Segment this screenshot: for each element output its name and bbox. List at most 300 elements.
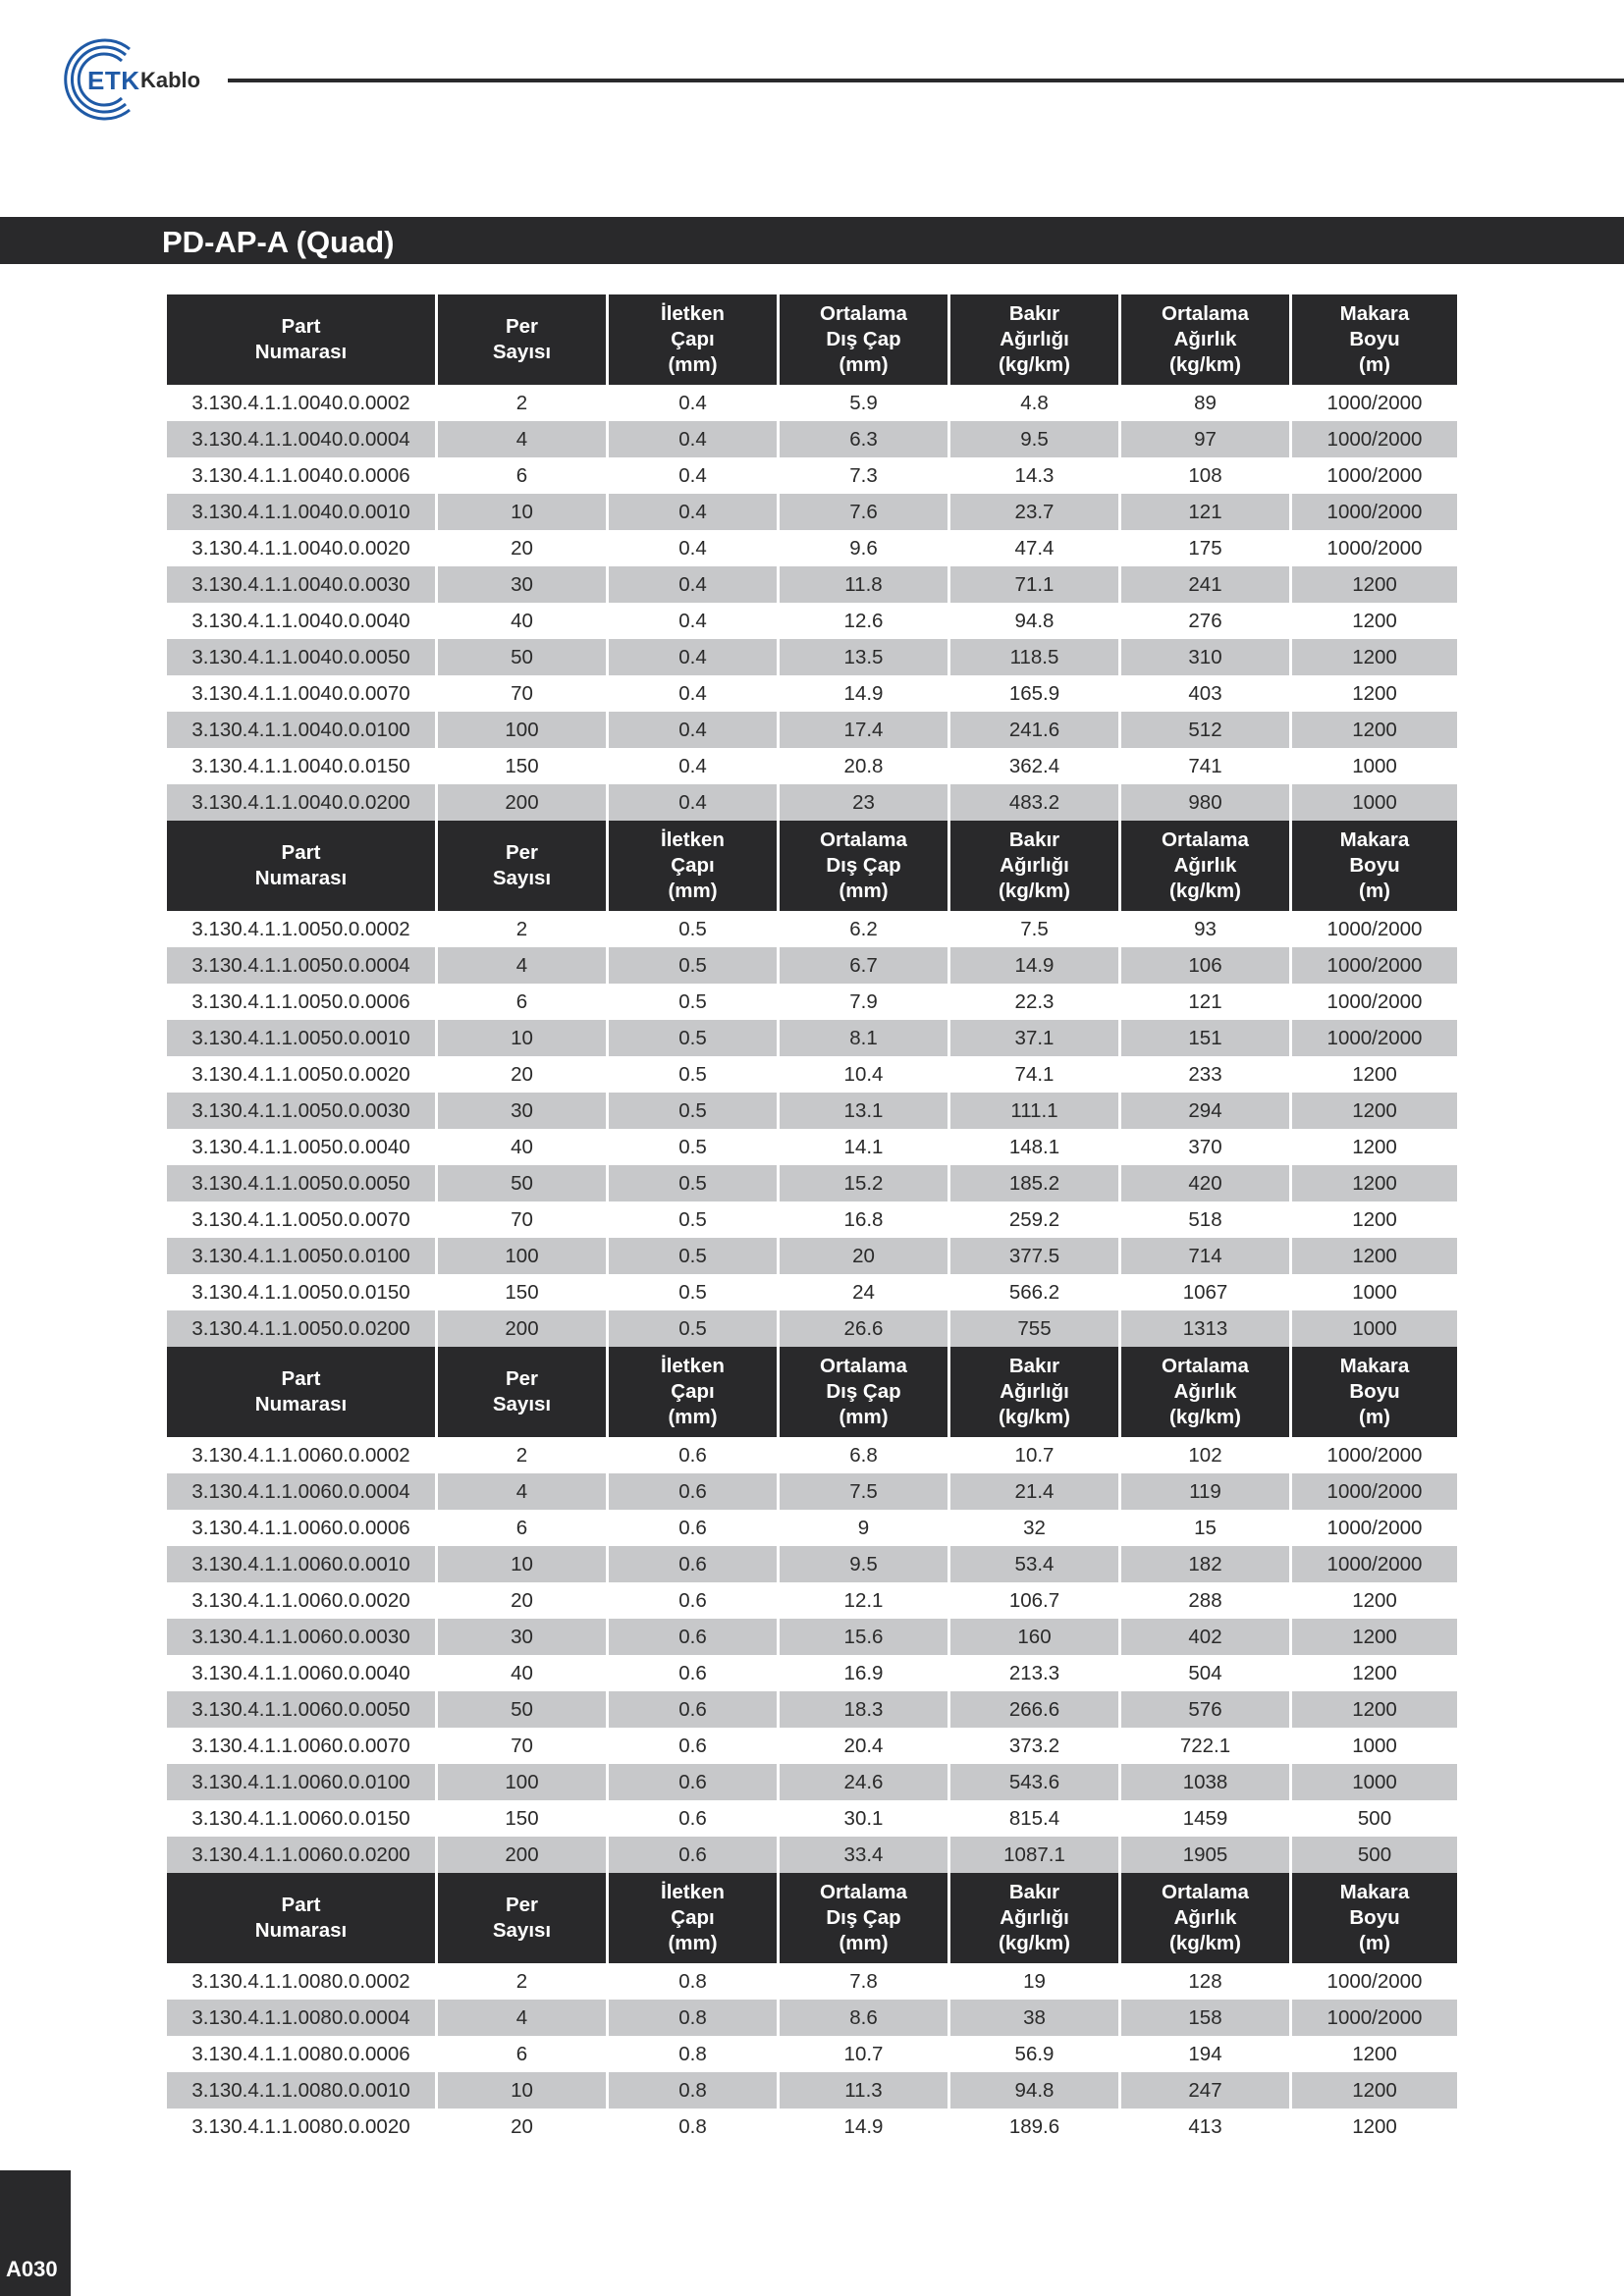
table-cell: 276 xyxy=(1121,603,1292,639)
table-row xyxy=(167,1165,1457,1201)
table-cell: 1000/2000 xyxy=(1326,463,1423,487)
table-cell: 413 xyxy=(1121,2109,1292,2145)
table-row xyxy=(167,1310,1457,1347)
table-cell: 30 xyxy=(438,1619,609,1655)
table-cell: 310 xyxy=(1121,639,1292,675)
table-cell: 10 xyxy=(438,2072,609,2109)
table-cell: 1200 xyxy=(1292,2072,1457,2109)
header-divider xyxy=(228,79,1624,82)
table-cell: 0.8 xyxy=(609,2000,780,2036)
table-cell: 33.4 xyxy=(780,1837,950,1873)
table-cell: 11.3 xyxy=(780,2072,950,2109)
column-header-line: (mm) xyxy=(668,880,718,902)
table-cell: 3.130.4.1.1.0050.0.0010 xyxy=(167,1020,438,1056)
table-cell: 7.3 xyxy=(780,457,950,494)
column-header-line: Numarası xyxy=(254,1393,348,1415)
table-cell: 89 xyxy=(1121,385,1292,421)
table-cell: 3.130.4.1.1.0050.0.0150 xyxy=(167,1274,438,1310)
table-cell: 3.130.4.1.1.0060.0.0002 xyxy=(167,1437,438,1473)
table-cell: 10.7 xyxy=(950,1437,1121,1473)
table-cell: 1200 xyxy=(1352,681,1397,705)
table-cell: 0.8 xyxy=(609,2072,780,2109)
table-cell: 0.5 xyxy=(609,984,780,1020)
table-cell: 3.130.4.1.1.0060.0.0030 xyxy=(167,1619,438,1655)
table-cell: 3.130.4.1.1.0050.0.0040 xyxy=(167,1129,438,1165)
table-cell: 1200 xyxy=(1352,1588,1397,1612)
table-cell: 6.2 xyxy=(780,911,950,947)
table-cell: 94.8 xyxy=(950,603,1121,639)
table-cell: 0.5 xyxy=(609,947,780,984)
table-cell: 7.5 xyxy=(950,911,1121,947)
table-cell: 4 xyxy=(438,421,609,457)
column-header-line: Ortalama xyxy=(820,1881,907,1903)
table-cell: 7.8 xyxy=(780,1963,950,2000)
table-cell: 741 xyxy=(1121,748,1292,784)
table-cell: 1200 xyxy=(1352,1661,1397,1684)
table-cell: 70 xyxy=(438,1201,609,1238)
column-header-line: (mm) xyxy=(839,1406,889,1428)
table-cell: 1000/2000 xyxy=(1292,2000,1457,2036)
column-header xyxy=(609,1347,780,1437)
table-header-row xyxy=(167,1347,1457,1437)
table-cell: 3.130.4.1.1.0050.0.0006 xyxy=(167,984,438,1020)
table-cell: 15.2 xyxy=(780,1165,950,1201)
table-row xyxy=(167,1473,1457,1510)
table-row xyxy=(167,1129,1457,1165)
table-row xyxy=(167,1655,1457,1691)
column-header-line: Makara xyxy=(1339,1881,1410,1903)
column-header-line: Ağırlığı xyxy=(1000,328,1069,350)
table-cell: 3.130.4.1.1.0060.0.0050 xyxy=(167,1691,438,1728)
table-cell: 13.5 xyxy=(780,639,950,675)
table-cell: 288 xyxy=(1121,1582,1292,1619)
table-cell: 8.6 xyxy=(780,2000,950,2036)
table-cell: 3.130.4.1.1.0050.0.0002 xyxy=(167,911,438,947)
table-cell: 0.5 xyxy=(609,1093,780,1129)
column-header-line: Çapı xyxy=(671,328,715,350)
table-cell: 0.4 xyxy=(609,675,780,712)
table-cell: 0.8 xyxy=(609,2036,780,2072)
column-header-line: Sayısı xyxy=(492,1393,552,1415)
table-cell: 0.6 xyxy=(609,1800,780,1837)
table-cell: 38 xyxy=(950,2000,1121,2036)
table-row xyxy=(167,1093,1457,1129)
column-header-line: Ağırlık xyxy=(1173,1906,1237,1929)
table-row xyxy=(167,784,1457,821)
table-cell: 0.4 xyxy=(609,566,780,603)
table-cell: 6 xyxy=(438,984,609,1020)
table-cell: 0.6 xyxy=(609,1473,780,1510)
table-cell: 20.8 xyxy=(780,748,950,784)
table-row xyxy=(167,566,1457,603)
table-cell: 3.130.4.1.1.0080.0.0002 xyxy=(167,1963,438,2000)
spec-table-wrapper xyxy=(167,294,1457,2145)
column-header-line: Ortalama xyxy=(820,302,907,325)
table-row xyxy=(167,2000,1457,2036)
table-cell: 20 xyxy=(438,530,609,566)
table-cell: 3.130.4.1.1.0080.0.0010 xyxy=(167,2072,438,2109)
table-header-row xyxy=(167,1873,1457,1963)
column-header xyxy=(780,1873,950,1963)
table-cell: 518 xyxy=(1121,1201,1292,1238)
logo-name-text: Kablo xyxy=(140,68,201,92)
table-row xyxy=(167,1546,1457,1582)
table-cell: 1000 xyxy=(1352,754,1397,777)
table-cell: 1200 xyxy=(1352,1207,1397,1231)
table-cell: 128 xyxy=(1121,1963,1292,2000)
table-cell: 1000 xyxy=(1352,1280,1397,1304)
table-cell: 121 xyxy=(1121,494,1292,530)
table-cell: 13.1 xyxy=(780,1093,950,1129)
table-cell: 23 xyxy=(780,784,950,821)
table-cell: 12.1 xyxy=(780,1582,950,1619)
table-cell: 1000/2000 xyxy=(1292,1546,1457,1582)
table-cell: 373.2 xyxy=(950,1728,1121,1764)
column-header-line: Ortalama xyxy=(1162,1881,1249,1903)
column-header-line: Ağırlığı xyxy=(1000,854,1069,877)
column-header-line: Makara xyxy=(1339,1355,1410,1377)
table-cell: 1200 xyxy=(1292,1619,1457,1655)
table-cell: 14.9 xyxy=(780,2109,950,2145)
table-cell: 1200 xyxy=(1292,1238,1457,1274)
table-row xyxy=(167,494,1457,530)
column-header xyxy=(609,1873,780,1963)
column-header xyxy=(780,821,950,911)
column-header-line: Ağırlık xyxy=(1173,328,1237,350)
table-row xyxy=(167,1963,1457,2000)
table-cell: 0.4 xyxy=(609,421,780,457)
table-cell: 20 xyxy=(438,1056,609,1093)
table-cell: 1000/2000 xyxy=(1292,1020,1457,1056)
table-row xyxy=(167,675,1457,712)
table-header-row xyxy=(167,821,1457,911)
table-row xyxy=(167,712,1457,748)
table-cell: 1200 xyxy=(1292,712,1457,748)
table-cell: 1000/2000 xyxy=(1326,989,1423,1013)
table-cell: 150 xyxy=(438,1800,609,1837)
table-cell: 3.130.4.1.1.0080.0.0020 xyxy=(167,2109,438,2145)
column-header-line: Numarası xyxy=(254,1919,348,1942)
table-cell: 7.9 xyxy=(780,984,950,1020)
logo-brand-text: ETK xyxy=(87,66,140,95)
table-row xyxy=(167,947,1457,984)
table-cell: 3.130.4.1.1.0040.0.0200 xyxy=(167,784,438,821)
table-cell: 102 xyxy=(1121,1437,1292,1473)
table-row xyxy=(167,1020,1457,1056)
table-cell: 200 xyxy=(438,1837,609,1873)
column-header-line: Sayısı xyxy=(492,867,552,889)
table-cell: 100 xyxy=(438,1764,609,1800)
table-cell: 0.4 xyxy=(609,385,780,421)
table-cell: 0.5 xyxy=(609,911,780,947)
table-cell: 200 xyxy=(438,1310,609,1347)
table-row xyxy=(167,603,1457,639)
table-cell: 37.1 xyxy=(950,1020,1121,1056)
table-cell: 0.8 xyxy=(609,1963,780,2000)
table-cell: 22.3 xyxy=(950,984,1121,1020)
table-cell: 3.130.4.1.1.0040.0.0070 xyxy=(167,675,438,712)
table-cell: 18.3 xyxy=(780,1691,950,1728)
table-cell: 3.130.4.1.1.0050.0.0200 xyxy=(167,1310,438,1347)
table-cell: 16.8 xyxy=(780,1201,950,1238)
table-cell: 3.130.4.1.1.0050.0.0100 xyxy=(167,1238,438,1274)
table-cell: 0.5 xyxy=(609,1238,780,1274)
table-cell: 1000/2000 xyxy=(1326,1443,1423,1467)
table-cell: 30 xyxy=(438,1093,609,1129)
table-cell: 980 xyxy=(1121,784,1292,821)
table-cell: 512 xyxy=(1121,712,1292,748)
table-cell: 1000 xyxy=(1292,1764,1457,1800)
column-header-line: (kg/km) xyxy=(999,353,1070,376)
table-row xyxy=(167,2109,1457,2145)
column-header-line: Çapı xyxy=(671,854,715,877)
table-row xyxy=(167,748,1457,784)
column-header-line: Çapı xyxy=(671,1380,715,1403)
table-cell: 566.2 xyxy=(950,1274,1121,1310)
column-header-line: (kg/km) xyxy=(1169,1406,1241,1428)
table-cell: 0.5 xyxy=(609,1129,780,1165)
column-header-line: (m) xyxy=(1359,880,1390,902)
column-header-line: Boyu xyxy=(1349,1906,1400,1929)
table-cell: 755 xyxy=(950,1310,1121,1347)
table-cell: 0.6 xyxy=(609,1655,780,1691)
column-header-line: Part xyxy=(281,1367,321,1390)
column-header xyxy=(167,1347,438,1437)
column-header-line: Bakır xyxy=(1008,302,1060,325)
table-cell: 4 xyxy=(438,2000,609,2036)
column-header xyxy=(438,1347,609,1437)
table-cell: 247 xyxy=(1121,2072,1292,2109)
table-cell: 24 xyxy=(780,1274,950,1310)
table-cell: 30 xyxy=(438,566,609,603)
table-cell: 97 xyxy=(1121,421,1292,457)
column-header xyxy=(167,1873,438,1963)
table-cell: 3.130.4.1.1.0060.0.0010 xyxy=(167,1546,438,1582)
column-header-line: İletken xyxy=(661,828,725,851)
table-row xyxy=(167,1691,1457,1728)
column-header-line: (kg/km) xyxy=(999,880,1070,902)
column-header xyxy=(1292,821,1457,911)
table-cell: 26.6 xyxy=(780,1310,950,1347)
table-cell: 4.8 xyxy=(950,385,1121,421)
table-cell: 1200 xyxy=(1292,639,1457,675)
table-cell: 0.6 xyxy=(609,1510,780,1546)
column-header xyxy=(1121,294,1292,385)
table-cell: 500 xyxy=(1292,1837,1457,1873)
table-cell: 10.4 xyxy=(780,1056,950,1093)
column-header-line: Numarası xyxy=(254,341,348,363)
page-number-tab xyxy=(0,2170,71,2296)
table-cell: 5.9 xyxy=(780,385,950,421)
column-header-line: (kg/km) xyxy=(1169,880,1241,902)
table-row xyxy=(167,1837,1457,1873)
table-cell: 370 xyxy=(1121,1129,1292,1165)
column-header-line: Ağırlık xyxy=(1173,1380,1237,1403)
table-cell: 259.2 xyxy=(950,1201,1121,1238)
column-header-line: (m) xyxy=(1359,1932,1390,1954)
column-header xyxy=(950,294,1121,385)
table-cell: 3.130.4.1.1.0060.0.0020 xyxy=(167,1582,438,1619)
column-header-line: (m) xyxy=(1359,353,1390,376)
table-cell: 14.3 xyxy=(950,457,1121,494)
column-header-line: Dış Çap xyxy=(826,1906,901,1929)
table-cell: 0.4 xyxy=(609,457,780,494)
table-cell: 50 xyxy=(438,1691,609,1728)
table-cell: 3.130.4.1.1.0060.0.0006 xyxy=(167,1510,438,1546)
table-cell: 420 xyxy=(1121,1165,1292,1201)
table-cell: 40 xyxy=(438,1129,609,1165)
table-cell: 2 xyxy=(438,1437,609,1473)
table-row xyxy=(167,911,1457,947)
table-cell: 106.7 xyxy=(950,1582,1121,1619)
table-cell: 6 xyxy=(438,1510,609,1546)
table-cell: 0.4 xyxy=(609,748,780,784)
table-cell: 714 xyxy=(1121,1238,1292,1274)
table-cell: 32 xyxy=(950,1510,1121,1546)
table-cell: 0.4 xyxy=(609,712,780,748)
column-header-line: Dış Çap xyxy=(826,1380,901,1403)
column-header-line: Ağırlığı xyxy=(1000,1906,1069,1929)
table-cell: 1000/2000 xyxy=(1292,421,1457,457)
table-row xyxy=(167,1619,1457,1655)
table-cell: 3.130.4.1.1.0040.0.0020 xyxy=(167,530,438,566)
table-cell: 3.130.4.1.1.0080.0.0006 xyxy=(167,2036,438,2072)
table-cell: 0.4 xyxy=(609,530,780,566)
table-cell: 3.130.4.1.1.0050.0.0050 xyxy=(167,1165,438,1201)
table-cell: 9.5 xyxy=(780,1546,950,1582)
column-header-line: Ağırlık xyxy=(1173,854,1237,877)
table-cell: 23.7 xyxy=(950,494,1121,530)
table-cell: 7.6 xyxy=(780,494,950,530)
table-cell: 294 xyxy=(1121,1093,1292,1129)
table-cell: 2 xyxy=(438,911,609,947)
table-cell: 377.5 xyxy=(950,1238,1121,1274)
table-cell: 118.5 xyxy=(950,639,1121,675)
column-header-line: Boyu xyxy=(1349,1380,1400,1403)
table-cell: 94.8 xyxy=(950,2072,1121,2109)
table-cell: 150 xyxy=(438,1274,609,1310)
table-cell: 106 xyxy=(1121,947,1292,984)
column-header-line: Bakır xyxy=(1008,1881,1060,1903)
column-header-line: Bakır xyxy=(1008,828,1060,851)
table-cell: 150 xyxy=(438,748,609,784)
table-row xyxy=(167,530,1457,566)
table-cell: 0.6 xyxy=(609,1546,780,1582)
table-cell: 0.6 xyxy=(609,1619,780,1655)
table-cell: 30.1 xyxy=(780,1800,950,1837)
table-cell: 151 xyxy=(1121,1020,1292,1056)
column-header xyxy=(1292,294,1457,385)
table-cell: 14.1 xyxy=(780,1129,950,1165)
table-row xyxy=(167,1800,1457,1837)
page-title: PD-AP-A (Quad) xyxy=(162,225,395,259)
table-cell: 189.6 xyxy=(950,2109,1121,2145)
table-cell: 194 xyxy=(1121,2036,1292,2072)
table-cell: 9 xyxy=(780,1510,950,1546)
table-cell: 0.6 xyxy=(609,1837,780,1873)
table-cell: 185.2 xyxy=(950,1165,1121,1201)
table-cell: 71.1 xyxy=(950,566,1121,603)
table-cell: 100 xyxy=(438,712,609,748)
table-cell: 1000/2000 xyxy=(1292,494,1457,530)
table-cell: 1200 xyxy=(1352,2114,1397,2138)
table-cell: 24.6 xyxy=(780,1764,950,1800)
table-row xyxy=(167,1510,1457,1546)
table-cell: 3.130.4.1.1.0040.0.0040 xyxy=(167,603,438,639)
table-cell: 21.4 xyxy=(950,1473,1121,1510)
table-row xyxy=(167,639,1457,675)
table-cell: 175 xyxy=(1121,530,1292,566)
table-cell: 6.7 xyxy=(780,947,950,984)
column-header-line: Per xyxy=(505,1894,539,1916)
column-header xyxy=(950,1873,1121,1963)
table-cell: 17.4 xyxy=(780,712,950,748)
column-header-line: (kg/km) xyxy=(999,1406,1070,1428)
column-header xyxy=(609,821,780,911)
table-cell: 119 xyxy=(1121,1473,1292,1510)
column-header-line: (kg/km) xyxy=(1169,353,1241,376)
table-cell: 1000 xyxy=(1292,784,1457,821)
table-row xyxy=(167,2036,1457,2072)
column-header-line: Ortalama xyxy=(1162,1355,1249,1377)
table-cell: 16.9 xyxy=(780,1655,950,1691)
table-cell: 1000/2000 xyxy=(1326,1969,1423,1993)
table-cell: 47.4 xyxy=(950,530,1121,566)
table-cell: 0.6 xyxy=(609,1437,780,1473)
table-cell: 402 xyxy=(1121,1619,1292,1655)
table-cell: 0.6 xyxy=(609,1764,780,1800)
table-cell: 722.1 xyxy=(1121,1728,1292,1764)
table-cell: 6 xyxy=(438,457,609,494)
table-cell: 12.6 xyxy=(780,603,950,639)
table-row xyxy=(167,1056,1457,1093)
table-cell: 1200 xyxy=(1292,1691,1457,1728)
table-cell: 213.3 xyxy=(950,1655,1121,1691)
table-header-row xyxy=(167,294,1457,385)
column-header-line: (kg/km) xyxy=(999,1932,1070,1954)
column-header-line: (kg/km) xyxy=(1169,1932,1241,1954)
column-header xyxy=(950,821,1121,911)
table-cell: 241.6 xyxy=(950,712,1121,748)
table-cell: 3.130.4.1.1.0060.0.0040 xyxy=(167,1655,438,1691)
column-header xyxy=(1121,1873,1292,1963)
table-cell: 3.130.4.1.1.0050.0.0030 xyxy=(167,1093,438,1129)
table-cell: 0.4 xyxy=(609,603,780,639)
table-cell: 3.130.4.1.1.0060.0.0004 xyxy=(167,1473,438,1510)
column-header xyxy=(438,821,609,911)
table-cell: 1000/2000 xyxy=(1292,947,1457,984)
table-cell: 1459 xyxy=(1121,1800,1292,1837)
column-header-line: Dış Çap xyxy=(826,328,901,350)
table-cell: 56.9 xyxy=(950,2036,1121,2072)
table-cell: 500 xyxy=(1357,1806,1392,1830)
table-cell: 70 xyxy=(438,675,609,712)
table-cell: 0.6 xyxy=(609,1691,780,1728)
table-cell: 1000/2000 xyxy=(1326,917,1423,940)
etk-kablo-logo xyxy=(51,37,208,122)
table-cell: 7.5 xyxy=(780,1473,950,1510)
table-cell: 50 xyxy=(438,1165,609,1201)
column-header-line: Makara xyxy=(1339,828,1410,851)
table-cell: 3.130.4.1.1.0040.0.0050 xyxy=(167,639,438,675)
table-cell: 0.8 xyxy=(609,2109,780,2145)
table-cell: 1067 xyxy=(1121,1274,1292,1310)
table-cell: 1200 xyxy=(1352,1062,1397,1086)
table-cell: 2 xyxy=(438,385,609,421)
table-row xyxy=(167,1728,1457,1764)
table-cell: 3.130.4.1.1.0060.0.0100 xyxy=(167,1764,438,1800)
table-cell: 543.6 xyxy=(950,1764,1121,1800)
